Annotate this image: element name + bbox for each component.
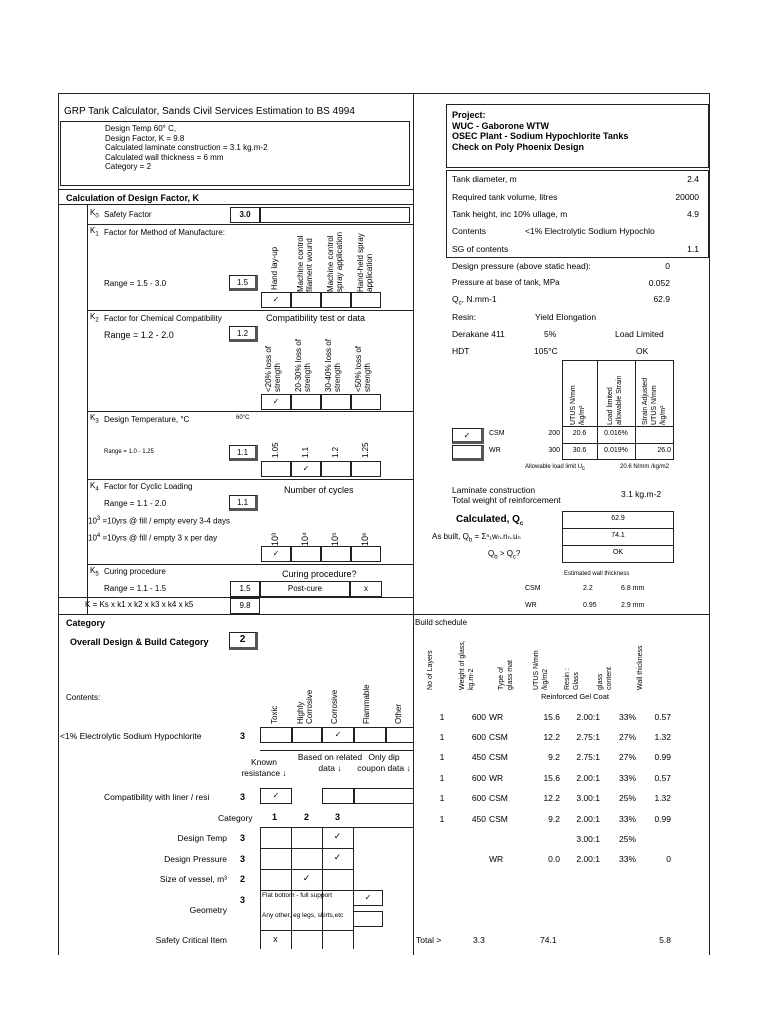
build-cell: 25% — [618, 834, 636, 844]
build-cell: 33% — [618, 854, 636, 864]
k3-opt-1: 1.05 — [271, 442, 280, 458]
load-limited-label: Load Limited — [615, 329, 664, 339]
qc-value: 62.9 — [653, 294, 670, 304]
build-cell: 12.2 — [543, 732, 560, 742]
k4-value[interactable]: 1.1 — [229, 495, 258, 511]
k1-method-hand-layup: Hand lay-up — [270, 246, 279, 290]
pressure-base-label: Pressure at base of tank, MPa — [452, 278, 560, 287]
k1-symbol: $K_1$ — [90, 226, 99, 238]
build-cell: WR — [489, 773, 504, 783]
hazard-flammable: Flammable — [362, 684, 371, 724]
resin-name: Derakane 411 — [452, 329, 505, 339]
est-wr-b: 2.9 mm — [621, 602, 645, 609]
build-cell: CSM — [489, 732, 508, 742]
build-cell: 600 — [471, 712, 486, 722]
k1-range: Range = 1.5 - 3.0 — [104, 279, 167, 288]
k4-label: Factor for Cyclic Loading — [104, 482, 193, 491]
build-cell: WR — [489, 854, 504, 864]
k1-label: Factor for Method of Manufacture: — [104, 228, 225, 237]
build-cell: 1 — [439, 814, 445, 824]
tank-height-value: 4.9 — [687, 209, 699, 219]
build-cell: 0.57 — [654, 773, 671, 783]
total-weight: 3.3 — [473, 935, 485, 945]
resin-label: Resin: — [452, 312, 477, 322]
csm-check[interactable]: ✓ — [452, 428, 484, 444]
build-cell: CSM — [489, 793, 508, 803]
k4-opt-3: 10⁵ — [330, 532, 340, 546]
k0-value: 3.0 — [230, 207, 260, 223]
k5-label: Curing procedure — [104, 567, 166, 576]
total-label: Total > — [416, 935, 442, 945]
k3-opt-3: 1.2 — [331, 446, 340, 458]
build-col-glass: glass content — [597, 667, 613, 690]
top-border — [58, 93, 710, 94]
tank-volume-value: 20000 — [675, 192, 699, 202]
vessel-size-label: Size of vessel, m³ — [159, 874, 227, 884]
build-cell: 27% — [618, 732, 636, 742]
k1-value[interactable]: 1.5 — [229, 275, 258, 291]
col-utus: UTUS N/mm /kg/m² — [570, 385, 586, 425]
k5-x[interactable]: x — [350, 581, 382, 597]
k5-value[interactable]: 1.5 — [230, 581, 260, 597]
strain-wr: WR — [489, 447, 501, 454]
geometry-label: Geometry — [189, 905, 227, 915]
content-name: <1% Electrolytic Sodium Hypochlorite — [60, 731, 202, 741]
k4-note-1: $10^3 =10yrs$ @ fill / empty every 3-4 days — [88, 516, 230, 526]
est-wr-a: 0.95 — [583, 602, 597, 609]
geometry-check[interactable]: ✓ — [353, 890, 383, 906]
hazard-highly-corrosive: Highly Corrosive — [296, 689, 314, 724]
overall-category-value: 2 — [229, 632, 258, 650]
k3-value[interactable]: 1.1 — [229, 445, 258, 461]
k2-check[interactable]: ✓ — [261, 394, 291, 410]
allowable-load-label: Allowable load limit $U_c$ — [525, 464, 586, 473]
k3-label: Design Temperature, °C — [104, 415, 190, 424]
build-cell: 2.75:1 — [576, 732, 600, 742]
design-pressure-label: Design Pressure — [164, 854, 227, 864]
k3-opt-2: 1.1 — [301, 446, 310, 458]
k1-method-machine-spray: Machine control spray application — [326, 231, 344, 292]
k2-label: Factor for Chemical Compatibility — [104, 314, 222, 323]
gel-coat: Reinforced Gel Coat — [541, 692, 609, 701]
build-cell: 1 — [439, 732, 445, 742]
hazard-toxic: Toxic — [270, 705, 279, 724]
k1-method-filament: Machine control filament wound — [296, 235, 314, 292]
est-wr-label: WR — [525, 602, 537, 609]
hazard-corrosive: Corrosive — [330, 689, 339, 724]
k1-method-hand-spray: Hand-held spray application — [356, 233, 374, 292]
contents-heading: Contents: — [66, 693, 101, 702]
build-cell: 0.99 — [654, 814, 671, 824]
k3-symbol: $K_3$ — [90, 413, 99, 425]
k5-range: Range = 1.1 - 1.5 — [104, 584, 167, 593]
as-built-label: As built, $Q_b = \Sigma^n_1w_n.n_n.u_n$ — [432, 532, 521, 544]
k5-symbol: $K_5$ — [90, 566, 99, 578]
build-cell: 2.00:1 — [576, 712, 600, 722]
hdt-ok: OK — [636, 346, 649, 356]
mid-divider — [413, 93, 414, 955]
sg-value: 1.1 — [687, 244, 699, 254]
design-pressure-label: Design pressure (above static head): — [452, 261, 591, 271]
col-strain-utus: Strain Adjusted UTUS N/mm /kg/m² — [642, 377, 667, 425]
k2-test: Compatibility test or data — [266, 313, 366, 323]
k0-label: Safety Factor — [104, 210, 152, 219]
k4-range: Range = 1.1 - 2.0 — [104, 499, 167, 508]
k5-proc-label: Curing procedure? — [282, 569, 357, 579]
hazard-corrosive-check[interactable]: ✓ — [322, 727, 354, 743]
k0-symbol: $K_0$ — [90, 208, 99, 220]
build-cell: 600 — [471, 773, 486, 783]
safety-critical-x[interactable]: x — [273, 934, 278, 944]
build-cell: 33% — [618, 712, 636, 722]
hdt-label: HDT — [452, 346, 470, 356]
as-built-value: 74.1 — [611, 532, 625, 539]
k4-note-2: $10^4 =10yrs$ @ fill / empty 3 x per day — [88, 533, 218, 543]
hazard-other: Other — [394, 703, 403, 724]
build-cell: 0 — [666, 854, 671, 864]
build-cell: 3.00:1 — [576, 834, 600, 844]
category-heading: Category — [66, 618, 106, 628]
k-formula: K = Ks x k1 x k2 x k3 x k4 x k5 — [85, 600, 194, 609]
vessel-size-check[interactable]: ✓ — [302, 873, 311, 883]
k2-value[interactable]: 1.2 — [229, 326, 258, 342]
contents-value: <1% Electrolytic Sodium Hypochlo — [525, 226, 655, 236]
design-pressure-check[interactable]: ✓ — [333, 852, 342, 862]
qc-label: $Q_c$, N.mm-1 — [452, 294, 497, 307]
k3-temp: 60°C — [236, 415, 250, 421]
build-cell: 0.99 — [654, 752, 671, 762]
build-cell: 600 — [471, 793, 486, 803]
k4-cycles: Number of cycles — [284, 485, 354, 495]
build-cell: 15.6 — [543, 712, 560, 722]
k4-opt-4: 10⁶ — [360, 532, 370, 546]
k3-opt-4: 1.25 — [361, 442, 370, 458]
section-divider — [58, 614, 710, 615]
build-cell: 1.32 — [654, 793, 671, 803]
tank-diameter-value: 2.4 — [687, 174, 699, 184]
build-cell: 0.57 — [654, 712, 671, 722]
est-csm-b: 6.8 mm — [621, 585, 645, 592]
design-temp-check[interactable]: ✓ — [333, 831, 342, 841]
tank-height-label: Tank height, inc 10% ullage, m — [452, 209, 568, 219]
build-cell: 2.00:1 — [576, 854, 600, 864]
total-weight-value: 3.1 kg.m-2 — [621, 489, 662, 499]
based-related: Based on related data ↓ — [297, 752, 363, 773]
summary-text: Design Temp 60° C, Design Factor, K = 9.8 Calculated laminate construction = 3.1 kg.m-2 Calculated wall thickness = 6 mm Category = 2 — [105, 124, 268, 171]
k4-check[interactable]: ✓ — [261, 546, 291, 562]
build-cell: WR — [489, 712, 504, 722]
build-cell: 33% — [618, 814, 636, 824]
k4-opt-1: 10³ — [270, 532, 280, 546]
yield-label: Yield Elongation — [535, 312, 597, 322]
content-category: 3 — [240, 731, 246, 741]
k2-opt-2: 20-30% loss of strength — [294, 339, 312, 392]
build-col-resin: Resin : Glass — [564, 668, 580, 690]
est-csm-a: 2.2 — [583, 585, 593, 592]
contents-label: Contents — [452, 226, 487, 236]
k2-range: Range = 1.2 - 2.0 — [104, 330, 174, 340]
build-cell: 1 — [439, 773, 445, 783]
k3-check[interactable]: ✓ — [291, 461, 321, 477]
total-utus: 74.1 — [540, 935, 557, 945]
safety-critical-label: Safety Critical Item — [155, 935, 227, 945]
build-cell: 600 — [471, 732, 486, 742]
k5-proc[interactable]: Post-cure — [260, 581, 350, 597]
build-cell: 450 — [471, 814, 486, 824]
k4-symbol: $K_4$ — [90, 481, 99, 493]
build-cell: 3.00:1 — [576, 793, 600, 803]
yield-value: 5% — [544, 329, 557, 339]
strain-csm: CSM — [489, 430, 505, 437]
wr-check[interactable] — [452, 445, 484, 461]
laminate-labels: Laminate construction Total weight of reinforcement — [452, 485, 561, 505]
compat-label: Compatibility with liner / resi — [104, 792, 210, 802]
build-cell: 12.2 — [543, 793, 560, 803]
category-label: Category — [218, 813, 253, 823]
build-cell: 1 — [439, 712, 445, 722]
col-load-strain: Load limited allowable Strain — [607, 375, 623, 425]
only-dip: Only dip coupon data ↓ — [357, 752, 411, 773]
build-cell: 25% — [618, 793, 636, 803]
k4-opt-2: 10⁴ — [300, 532, 310, 546]
build-cell: 1.32 — [654, 732, 671, 742]
k2-opt-4: <50% loss of strength — [354, 345, 372, 392]
build-cell: 9.2 — [548, 752, 560, 762]
build-cell: 450 — [471, 752, 486, 762]
est-csm-label: CSM — [525, 585, 541, 592]
allowable-load-value: 20.6 N/mm /kg/m2 — [620, 464, 670, 470]
est-wall-label: Estimated wall thickness — [564, 571, 630, 577]
right-border — [709, 93, 710, 955]
k2-opt-3: 30-40% loss of strength — [324, 339, 342, 392]
build-col-layers: No of Layers — [427, 650, 434, 690]
build-cell: 9.2 — [548, 814, 560, 824]
build-col-weight: Weight of glass, kg.m-2 — [459, 640, 475, 690]
flat-bottom: Flat bottom - full support — [262, 892, 333, 899]
build-cell: 27% — [618, 752, 636, 762]
build-cell: 0.0 — [548, 854, 560, 864]
build-cell: CSM — [489, 814, 508, 824]
k-value: 9.8 — [230, 598, 260, 614]
compat-check[interactable]: ✓ — [260, 788, 292, 804]
design-pressure-value: 0 — [665, 261, 670, 271]
pressure-base-value: 0.052 — [648, 278, 670, 288]
build-cell: 33% — [618, 773, 636, 783]
known-resistance: Known resistance ↓ — [241, 757, 287, 778]
overall-category-label: Overall Design & Build Category — [70, 637, 209, 647]
sg-label: SG of contents — [452, 244, 509, 254]
build-cell: 2.75:1 — [576, 752, 600, 762]
k2-symbol: $K_2$ — [90, 312, 99, 324]
compat-value: 3 — [240, 792, 246, 802]
calc-qc-label: Calculated, $Q_c$ — [456, 514, 524, 527]
k1-check[interactable]: ✓ — [261, 292, 291, 308]
build-col-wall: Wall thickness — [637, 645, 644, 690]
design-temp-label: Design Temp — [177, 833, 227, 843]
build-schedule-heading: Build schedule — [415, 618, 468, 627]
build-cell: 2.00:1 — [576, 773, 600, 783]
total-thickness: 5.8 — [659, 935, 671, 945]
left-border — [58, 93, 59, 955]
k3-range: Range = 1.0 - 1.25 — [104, 449, 154, 455]
build-col-utus: UTUS N/mm /kg/m2 — [533, 650, 549, 690]
build-cell: 1 — [439, 793, 445, 803]
tank-volume-label: Required tank volume, litres — [452, 192, 558, 202]
page-title: GRP Tank Calculator, Sands Civil Services Estimation to BS 4994 — [64, 106, 355, 117]
build-cell: 1 — [439, 752, 445, 762]
build-col-type: Type of glass mat — [498, 660, 514, 690]
design-factor-heading: Calculation of Design Factor, K — [66, 193, 200, 203]
any-other: Any other, eg legs, skirts,etc — [262, 912, 344, 919]
tank-diameter-label: Tank diameter, m — [452, 174, 517, 184]
calc-qc-value: 62.9 — [611, 515, 625, 522]
build-cell: 15.6 — [543, 773, 560, 783]
hdt-value: 105°C — [534, 346, 558, 356]
qb-qc-value: OK — [612, 549, 624, 556]
project-header: Project: WUC - Gaborone WTW OSEC Plant - Sodium Hypochlorite Tanks Check on Poly Phoenix Design — [452, 110, 629, 152]
build-cell: 2.00:1 — [576, 814, 600, 824]
k2-opt-1: <20% loss of strength — [264, 345, 282, 392]
build-cell: CSM — [489, 752, 508, 762]
qb-qc-label: $Q_b > Q_c$? — [488, 549, 521, 561]
